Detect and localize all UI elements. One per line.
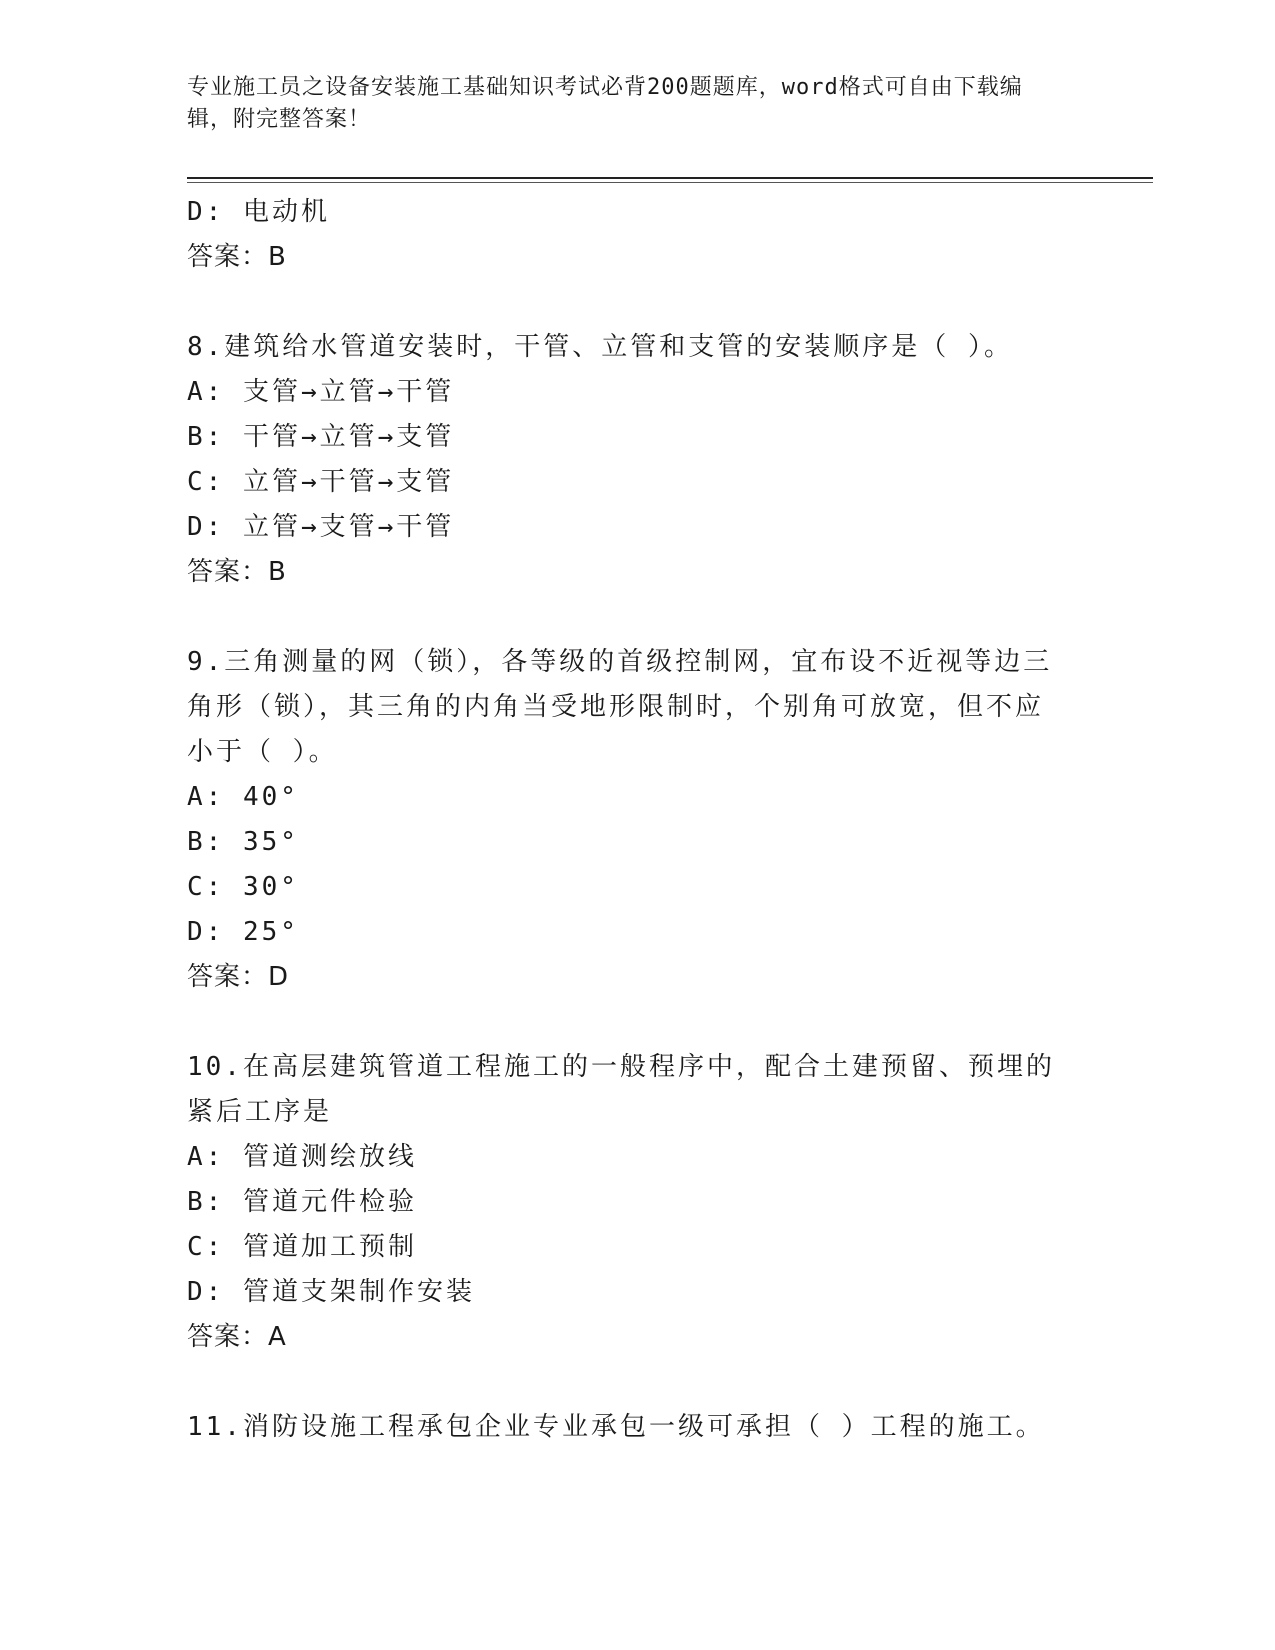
option-a: A: 支管→立管→干管: [187, 377, 455, 407]
partial-answer: 答案：B: [187, 242, 287, 272]
question-text: 10.在高层建筑管道工程施工的一般程序中，配合土建预留、预埋的紧后工序是: [187, 1052, 1055, 1127]
document-header: 专业施工员之设备安装施工基础知识考试必背200题题库，word格式可自由下载编辑，附完整答案！: [187, 75, 1023, 132]
question-11: [187, 1405, 1087, 1450]
partial-option-d: D: 电动机: [187, 197, 330, 227]
answer: 答案：D: [187, 962, 290, 992]
question-text: 11.消防设施工程承包企业专业承包一级可承担（ ）工程的施工。: [187, 1412, 1045, 1442]
option-d: D: 25°: [187, 917, 299, 947]
option-c: C: 立管→干管→支管: [187, 467, 455, 497]
option-c: C: 30°: [187, 872, 299, 902]
option-c: C: 管道加工预制: [187, 1232, 417, 1262]
question-8: [187, 325, 1087, 595]
header-rule-thick: [187, 177, 1153, 179]
question-text: 8.建筑给水管道安装时，干管、立管和支管的安装顺序是（ ）。: [187, 332, 1013, 362]
header-rule-thin: [187, 182, 1153, 183]
option-b: B: 干管→立管→支管: [187, 422, 455, 452]
answer: 答案：B: [187, 557, 287, 587]
option-b: B: 35°: [187, 827, 299, 857]
option-d: D: 管道支架制作安装: [187, 1277, 475, 1307]
question-text: 9.三角测量的网（锁），各等级的首级控制网，宜布设不近视等边三角形（锁），其三角的内角当受地形限制时，个别角可放宽，但不应小于（ ）。: [187, 647, 1053, 767]
question-list: [187, 190, 1087, 1450]
option-a: A: 40°: [187, 782, 299, 812]
question-9: [187, 640, 1087, 1000]
option-d: D: 立管→支管→干管: [187, 512, 455, 542]
option-a: A: 管道测绘放线: [187, 1142, 417, 1172]
answer: 答案：A: [187, 1322, 287, 1352]
option-b: B: 管道元件检验: [187, 1187, 417, 1217]
question-10: [187, 1045, 1087, 1360]
